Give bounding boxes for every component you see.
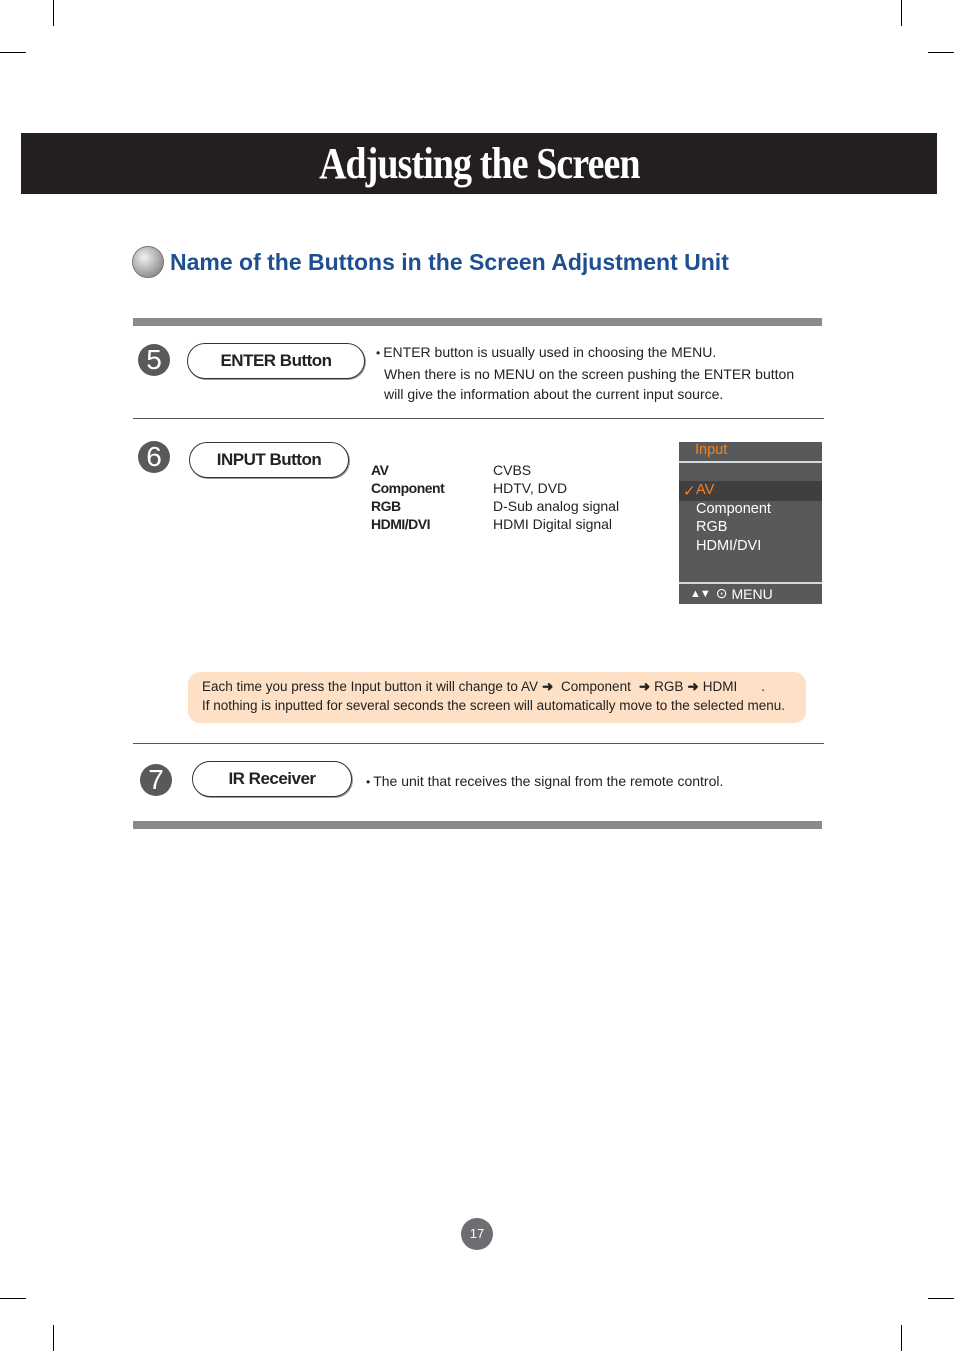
ir-receiver-description: [366, 771, 723, 793]
page-title-bar: [21, 133, 937, 194]
check-icon: ✓: [683, 483, 696, 500]
bullet: •: [376, 346, 381, 360]
crop-mark: [0, 52, 26, 53]
table-row: Component HDTV, DVD: [371, 480, 568, 496]
input-source-table: [371, 461, 619, 533]
osd-divider: [679, 461, 822, 463]
arrow-right-icon: ➜: [541, 679, 554, 694]
osd-divider: [679, 582, 822, 584]
input-cycle-note: Each time you press the Input button it will change to AV ➜ Component ➜ RGB ➜ HDMI . If nothing is inputted for several seconds the screen will automatically move to the selected menu.: [188, 672, 806, 723]
item-number-badge: 5: [138, 344, 170, 376]
osd-option-component[interactable]: Component: [696, 501, 771, 517]
item-divider: [133, 418, 824, 419]
section-heading-text: Name of the Buttons in the Screen Adjustment Unit: [170, 248, 729, 275]
crop-mark: [53, 1325, 54, 1351]
ir-receiver-label: IR Receiver: [192, 761, 352, 797]
osd-option-av[interactable]: AV: [696, 482, 715, 498]
sphere-bullet-icon: [132, 246, 164, 278]
input-osd-menu: [679, 442, 822, 604]
enter-button-label: ENTER Button: [187, 343, 365, 379]
osd-title: Input: [695, 442, 728, 458]
osd-option-rgb[interactable]: RGB: [696, 519, 728, 535]
crop-mark: [901, 0, 902, 26]
enter-desc-line-3: will give the information about the current input source.: [384, 386, 724, 402]
ir-desc-line-1: The unit that receives the signal from the remote control.: [373, 773, 724, 789]
crop-mark: [53, 0, 54, 26]
bottom-divider: [133, 821, 822, 829]
osd-option-hdmi-dvi[interactable]: HDMI/DVI: [696, 538, 762, 554]
arrow-right-icon: ➜: [687, 679, 699, 694]
note-line-1: Each time you press the Input button it will change to AV: [202, 679, 538, 694]
arrow-right-icon: ➜: [638, 679, 651, 694]
top-divider: [133, 318, 822, 326]
enter-desc-line-1: ENTER button is usually used in choosing the MENU.: [383, 344, 717, 360]
enter-desc-line-2: When there is no MENU on the screen pushing the ENTER button: [384, 365, 795, 382]
enter-button-description: [376, 342, 794, 405]
crop-mark: [928, 52, 954, 53]
crop-mark: [0, 1298, 26, 1299]
table-row: HDMI/DVI HDMI Digital signal: [371, 516, 613, 532]
item-number-badge: 6: [138, 441, 170, 473]
osd-footer: [690, 585, 773, 602]
page-title: Adjusting the Screen: [318, 139, 640, 188]
up-down-arrows-icon: ▲▼: [690, 587, 710, 600]
input-button-label: INPUT Button: [189, 442, 349, 478]
table-row: RGB D-Sub analog signal: [371, 498, 620, 514]
crop-mark: [928, 1298, 954, 1299]
note-line-2: If nothing is inputted for several seconds the screen will automatically move to the selected menu.: [202, 698, 786, 713]
crop-mark: [901, 1325, 902, 1351]
item-divider: [133, 743, 824, 744]
table-row: AV CVBS: [371, 462, 532, 478]
bullet: •: [366, 775, 371, 789]
osd-footer-menu-label: MENU: [731, 585, 773, 602]
section-heading: [132, 246, 729, 278]
enter-icon: ⊙: [715, 585, 728, 601]
page-number: 17: [461, 1218, 493, 1250]
item-number-badge: 7: [140, 764, 172, 796]
